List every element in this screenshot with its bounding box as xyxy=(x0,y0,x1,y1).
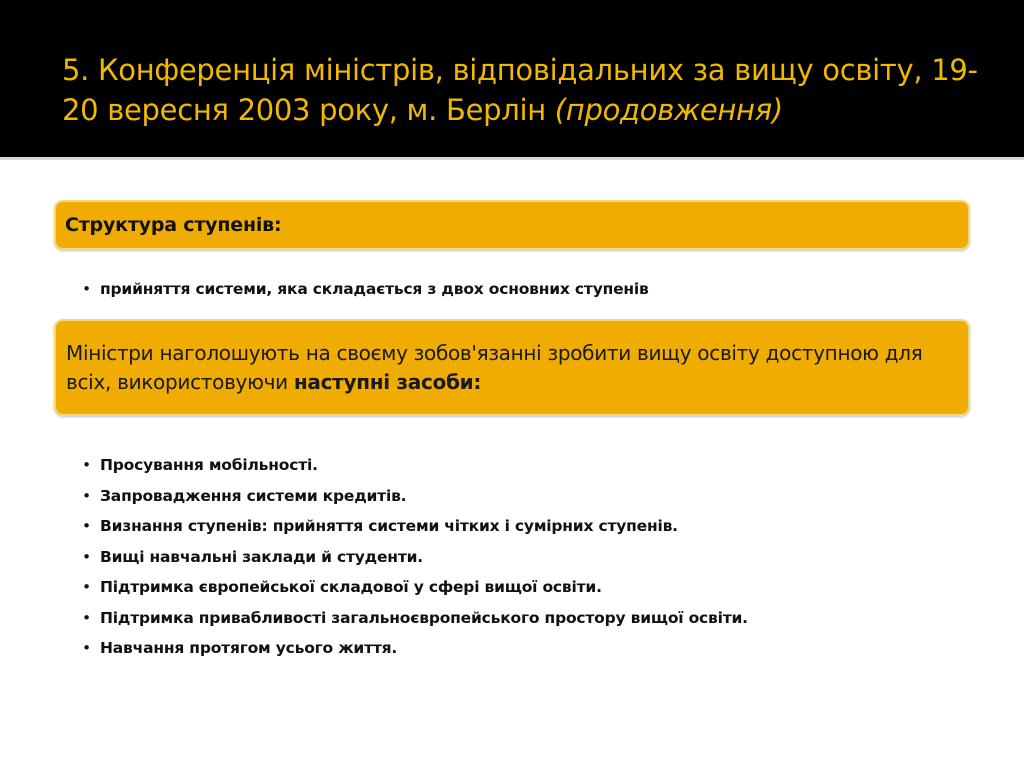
list-item xyxy=(82,637,748,668)
statement-bold-text: наступні засоби: xyxy=(293,370,482,394)
ministers-statement xyxy=(66,339,946,397)
list-item xyxy=(82,546,748,577)
measures-list xyxy=(82,454,748,668)
section-box-degree-structure xyxy=(54,200,970,250)
bullet-icon: • xyxy=(82,456,91,474)
list-item xyxy=(82,576,748,607)
bullet-icon: • xyxy=(82,578,91,596)
slide-title xyxy=(62,50,1002,130)
title-italic: (продовження) xyxy=(554,93,783,127)
list-item xyxy=(82,607,748,638)
list-item-text: Навчання протягом усього життя. xyxy=(100,639,398,657)
title-main: 5. Конференція міністрів, відповідальних за вищу освіту, 19-20 вересня 2003 року, м. Берлін xyxy=(62,53,978,127)
statement-text: Міністри наголошують на своєму зобов'язанні зробити вищу освіту доступною для всіх, використовуючи xyxy=(66,341,923,394)
list-item-text: Підтримка європейської складової у сфері вищої освіти. xyxy=(100,578,602,596)
list-item-text: Вищі навчальні заклади й студенти. xyxy=(100,547,423,566)
slide-header xyxy=(0,0,1024,160)
list-item-text: Визнання ступенів: прийняття системи чітких і сумірних ступенів. xyxy=(100,517,678,535)
bullet-icon: • xyxy=(82,517,91,535)
bullet-icon: • xyxy=(82,547,91,566)
degree-structure-list xyxy=(82,278,649,309)
bullet-icon: • xyxy=(82,639,91,657)
list-item xyxy=(82,515,748,546)
list-item xyxy=(82,454,748,485)
bullet-icon: • xyxy=(82,280,91,298)
list-item-text: Підтримка привабливості загальноєвропейського простору вищої освіти. xyxy=(100,608,748,627)
list-item xyxy=(82,485,748,516)
section-heading: Структура ступенів: xyxy=(65,214,282,236)
section-box-ministers xyxy=(54,319,970,416)
bullet-icon: • xyxy=(82,486,91,505)
bullet-icon: • xyxy=(82,608,91,627)
list-item-text: Просування мобільності. xyxy=(100,456,318,474)
list-item-text: Запровадження системи кредитів. xyxy=(100,486,407,505)
list-item xyxy=(82,278,649,309)
list-item-text: прийняття системи, яка складається з двох основних ступенів xyxy=(100,280,649,298)
